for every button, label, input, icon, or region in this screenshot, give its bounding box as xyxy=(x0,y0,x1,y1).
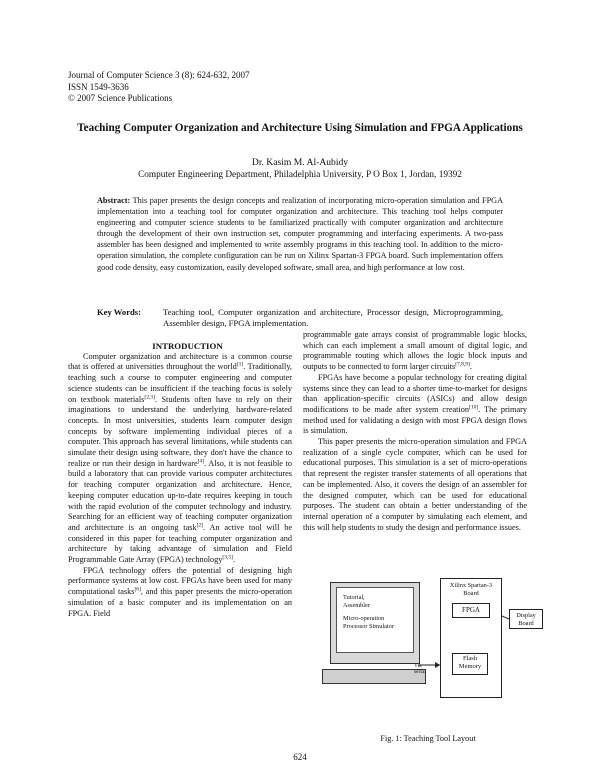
text-run: . An active tool will be considered in this paper for teaching computer organization and architecture by taking advantage of simulation and Field Programmable Gate Array (FPGA) technology xyxy=(68,522,293,565)
journal-citation: Journal of Computer Science 3 (8): 624-632, 2007 xyxy=(68,70,250,80)
citation-ref: [1] xyxy=(236,361,244,368)
monitor-line: Micro-operation xyxy=(343,615,385,622)
text-run: . Students often have to rely on their imaginations to understand the underlying hardware-related concepts. In most universities, students learn computer design concepts by software implementing individual pieces of a computer. This approach has several limitations, while students can simulate their design using software, they don't have the chance to realize or run their design in hardware xyxy=(68,394,293,468)
text-run: . Also, it is not feasible to build a laboratory that can provide various computer architectures for teaching computer organization and architecture. Hence, keeping computer education up-to-date requires keeping in touch with the rapid evolution of the computer technology and industry. Searching for an efficient way of teaching computer organization and architecture is an ongoing task xyxy=(68,458,292,532)
intro-paragraph-1 xyxy=(68,352,292,566)
citation-ref: [4] xyxy=(197,457,205,464)
spartan-board xyxy=(440,578,502,698)
flash-line: Memory xyxy=(458,663,482,670)
abstract-text: This paper presents the design concepts and realization of incorporating micro-operation simulation and FPGA implementation into a teaching tool for computer organization and architecture. This teaching tool helps computer engineering and computer science students to be familiarized practically with computer organization and architecture through the development of their own instruction set, computer programming and interfacing experiments. A two-pass assembler has been designed and implemented to write assembly programs in this teaching tool. In addition to the micro-operation simulation, the complete configuration can be run on Xilinx Spartan-3 FPGA board. Such implementation offers good code density, easy customization, easily developed software, small area, and high performance at low cost. xyxy=(97,196,503,272)
display-board-block xyxy=(509,609,543,629)
citation-ref: [3,5] xyxy=(222,554,233,561)
via-serial-label xyxy=(414,663,426,675)
board-line: Board xyxy=(463,589,479,597)
paper-author: Dr. Kasim M. Al-Aubidy xyxy=(251,157,349,168)
monitor-line: Processor Simulator xyxy=(343,622,394,630)
monitor-screen xyxy=(336,587,414,653)
paper-title: Teaching Computer Organization and Architecture Using Simulation and FPGA Applications xyxy=(77,122,523,134)
citation-ref: [2] xyxy=(196,522,204,529)
introduction-heading: INTRODUCTION xyxy=(152,341,223,351)
monitor-line: Tutorial, xyxy=(343,594,365,601)
journal-copyright: © 2007 Science Publications xyxy=(68,93,173,103)
text-run: FPGA technology offers the potential of designing high performance systems at low cost. FPGAs have been used for many computational tasks xyxy=(68,565,292,597)
left-column xyxy=(68,341,292,619)
via-line: serial xyxy=(414,669,426,675)
keywords xyxy=(97,307,503,329)
keywords-label: Key Words: xyxy=(97,307,142,317)
pc-keyboard xyxy=(322,669,426,684)
board-line: Xilinx Spartan-3 xyxy=(449,582,493,589)
abstract-label: Abstract: xyxy=(97,196,131,205)
text-run: FPGAs have become a popular technology for creating digital systems since they can lead to a shorter time-to-market for designs than application-specific circuits (ASICs) and allow design modifications to be made after system creation xyxy=(303,372,527,414)
pc-monitor xyxy=(330,582,420,664)
fpga-block: FPGA xyxy=(452,603,490,618)
flash-line: Flash xyxy=(462,655,478,662)
right-column xyxy=(303,330,527,533)
board-label xyxy=(441,582,501,597)
via-line: Via xyxy=(414,663,422,669)
flash-memory-block xyxy=(452,653,488,675)
text-run: programmable gate arrays consist of programmable logic blocks, which can each implement a small amount of digital logic, and programmable routing which allows the logic block inputs and outputs to be connected to form larger circuits xyxy=(303,330,527,372)
figure-caption: Fig. 1: Teaching Tool Layout xyxy=(380,734,476,743)
right-paragraph-1 xyxy=(303,330,527,373)
figure-teaching-tool-layout xyxy=(322,565,534,743)
display-line: Board xyxy=(518,620,534,627)
citation-ref: [10] xyxy=(468,404,479,411)
author-affiliation: Computer Engineering Department, Philadelphia University, P O Box 1, Jordan, 19392 xyxy=(138,170,462,180)
citation-ref: [6] xyxy=(134,586,141,593)
text-run: . xyxy=(469,362,472,372)
citation-ref: [2,3] xyxy=(144,393,155,400)
monitor-text-top xyxy=(343,594,370,609)
journal-header xyxy=(68,70,249,105)
citation-ref: [7,8,9] xyxy=(455,361,470,368)
monitor-line: Assembler xyxy=(343,601,370,609)
text-run: . Traditionally, teaching such a course to computer engineering and computer science students can be insufficient if the teaching focus is solely on textbook materials xyxy=(68,362,292,404)
keywords-text: Teaching tool, Computer organization and architecture, Processor design, Microprogramming, Assembler design, FPGA implementation. xyxy=(163,307,503,328)
monitor-text-bottom xyxy=(343,615,394,630)
right-paragraph-2 xyxy=(303,373,527,437)
text-run: . xyxy=(232,555,236,565)
display-line: Display xyxy=(516,612,536,619)
text-run: . The primary method used for validating a design with most FPGA design flows is simulation. xyxy=(303,404,527,436)
right-paragraph-3: This paper presents the micro-operation simulation and FPGA realization of a single cycle computer, which can be used for educational purposes. This simulation is a set of micro-operations that represent the register transfer statements of all operations that can be implemented. Also, it covers the design of an assembler for the designed computer, which can be used for educational purposes. The student can obtain a better understanding of the internal operation of a computer by simulating each element, and this will help students to study the design and performance issues. xyxy=(303,437,527,532)
intro-paragraph-2 xyxy=(68,566,292,620)
page-number: 624 xyxy=(293,752,307,762)
journal-issn: ISSN 1549-3636 xyxy=(68,81,129,92)
text-run: Computer organization and architecture is a common course that is offered at universities throughout the world xyxy=(68,351,292,372)
abstract xyxy=(97,195,503,273)
text-run: , and this paper presents the micro-operation simulation of a basic computer and its implementation on an FPGA. Field xyxy=(68,587,292,618)
